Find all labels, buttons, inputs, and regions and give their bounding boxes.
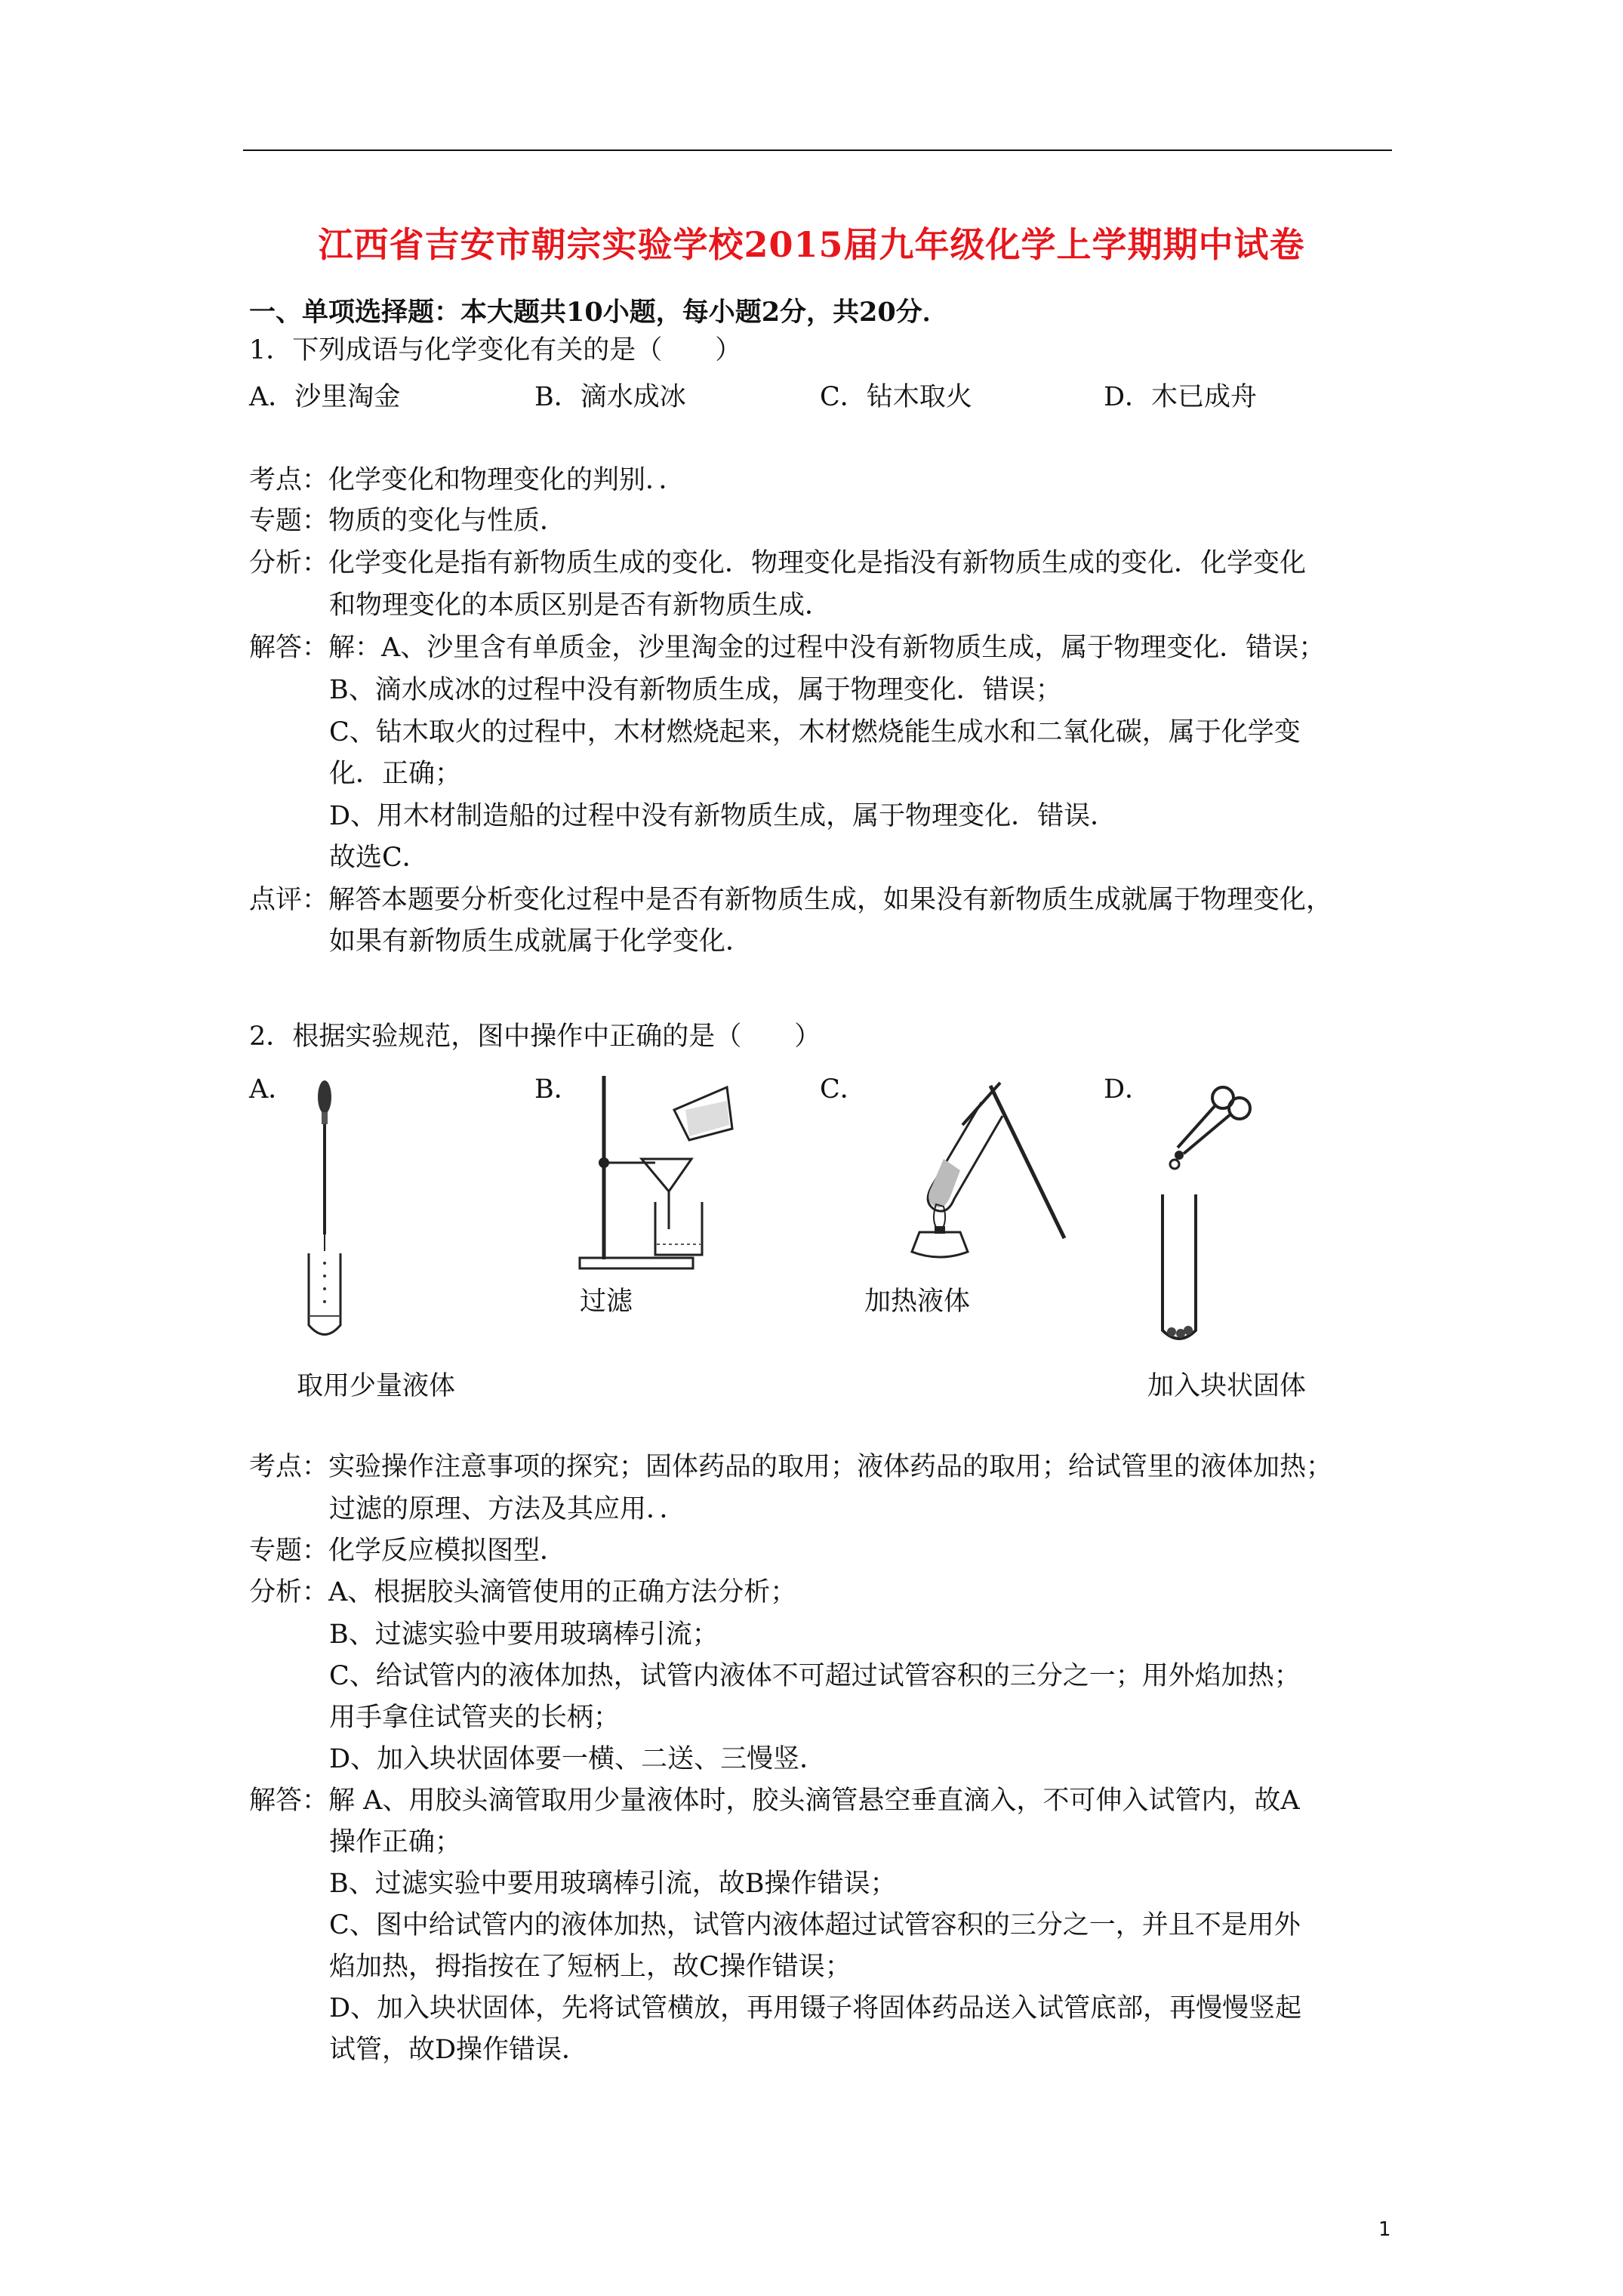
q1-dianping-2: 如果有新物质生成就属于化学变化． [329, 926, 753, 957]
caption-a: 取用少量液体 [297, 1371, 456, 1401]
q2-option-a: A． [249, 1074, 295, 1105]
q1-jieda-6: 故选C． [329, 843, 429, 873]
q2-kaodian-2: 过滤的原理、方法及其应用．． [329, 1494, 686, 1524]
caption-d: 加入块状固体 [1147, 1371, 1307, 1401]
figure-heating-liquid [861, 1072, 1079, 1268]
figure-dropper-test-tube [298, 1076, 351, 1340]
caption-b: 过滤 [580, 1287, 633, 1317]
q1-zhuanti: 专题：物质的变化与性质． [249, 506, 567, 536]
q1-kaodian: 考点：化学变化和物理变化的判别．． [249, 465, 685, 495]
caption-c: 加热液体 [864, 1287, 971, 1317]
q2-stem: 2．根据实验规范，图中操作中正确的是（ ） [249, 1022, 821, 1052]
figure-tongs-test-tube [1147, 1081, 1261, 1345]
q1-option-a: A．沙里淘金 [249, 382, 401, 412]
exam-title: 江西省吉安市朝宗实验学校2015届九年级化学上学期期中试卷 [318, 224, 1305, 265]
q1-fenxi-1: 分析：化学变化是指有新物质生成的变化．物理变化是指没有新物质生成的变化．化学变化 [249, 548, 1307, 578]
header-rule [243, 149, 1392, 151]
q2-jieda-3: B、过滤实验中要用玻璃棒引流，故B操作错误； [329, 1869, 897, 1899]
q2-jieda-2: 操作正确； [329, 1827, 462, 1857]
page-number: 1 [1378, 2218, 1391, 2241]
q2-kaodian-1: 考点：实验操作注意事项的探究；固体药品的取用；液体药品的取用；给试管里的液体加热； [249, 1452, 1333, 1482]
q2-option-b: B． [534, 1074, 581, 1105]
section-heading: 一、单项选择题：本大题共10小题，每小题2分，共20分． [249, 297, 949, 328]
q1-jieda-2: B、滴水成冰的过程中没有新物质生成，属于物理变化．错误； [329, 675, 1062, 705]
q1-jieda-4: 化．正确； [329, 759, 462, 789]
q2-fenxi-1: 分析：A、根据胶头滴管使用的正确方法分析； [249, 1577, 797, 1607]
q1-dianping-1: 点评：解答本题要分析变化过程中是否有新物质生成，如果没有新物质生成就属于物理变化， [249, 885, 1333, 915]
q1-stem: 1．下列成语与化学变化有关的是（ ） [249, 335, 742, 365]
q2-jieda-6: D、加入块状固体，先将试管横放，再用镊子将固体药品送入试管底部，再慢慢竖起 [329, 1993, 1302, 2023]
q1-option-d: D．木已成舟 [1104, 382, 1258, 412]
q2-fenxi-5: D、加入块状固体要一横、二送、三慢竖． [329, 1744, 827, 1774]
q1-jieda-5: D、用木材制造船的过程中没有新物质生成，属于物理变化．错误． [329, 801, 1117, 831]
q2-jieda-4: C、图中给试管内的液体加热，试管内液体超过试管容积的三分之一，并且不是用外 [329, 1910, 1301, 1940]
q1-jieda-3: C、钻木取火的过程中，木材燃烧起来，木材燃烧能生成水和二氧化碳，属于化学变 [329, 717, 1301, 747]
q2-fenxi-3: C、给试管内的液体加热，试管内液体不可超过试管容积的三分之一；用外焰加热； [329, 1661, 1301, 1691]
figure-filtration [557, 1065, 761, 1276]
q2-zhuanti: 专题：化学反应模拟图型． [249, 1536, 567, 1566]
q2-option-d: D． [1104, 1074, 1152, 1105]
q2-jieda-5: 焰加热，拇指按在了短柄上，故C操作错误； [329, 1952, 852, 1982]
q2-jieda-1: 解答：解 A、用胶头滴管取用少量液体时，胶头滴管悬空垂直滴入，不可伸入试管内，故A [249, 1786, 1300, 1816]
q1-jieda-1: 解答：解：A、沙里含有单质金，沙里淘金的过程中没有新物质生成，属于物理变化．错误； [249, 633, 1326, 663]
q1-fenxi-2: 和物理变化的本质区别是否有新物质生成． [329, 590, 832, 621]
q2-fenxi-2: B、过滤实验中要用玻璃棒引流； [329, 1620, 719, 1650]
q2-jieda-7: 试管，故D操作错误． [329, 2035, 589, 2065]
q1-option-c: C．钻木取火 [820, 382, 972, 412]
q2-fenxi-4: 用手拿住试管夹的长柄； [329, 1703, 621, 1733]
q1-option-b: B．滴水成冰 [534, 382, 686, 412]
q2-option-c: C． [820, 1074, 867, 1105]
